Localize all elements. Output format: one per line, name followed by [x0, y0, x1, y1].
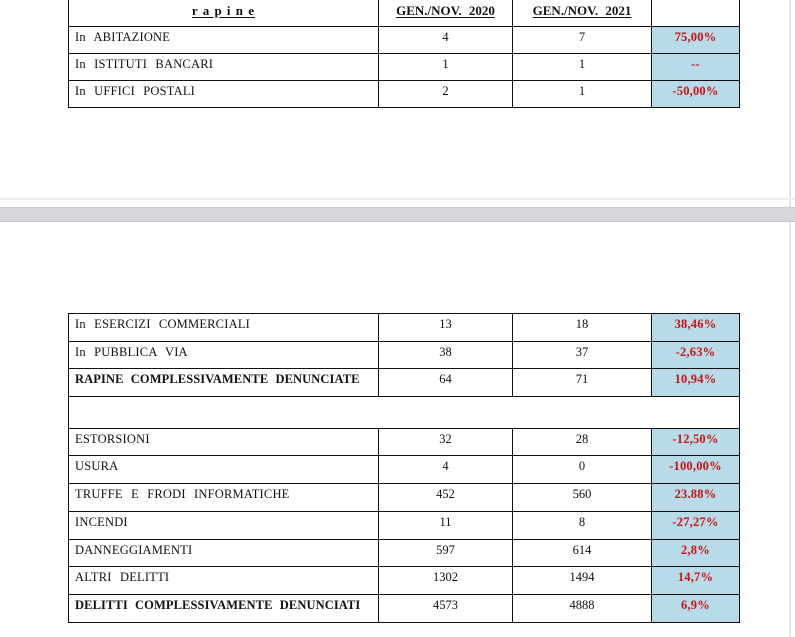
value-2020-cell: 1 [379, 53, 513, 80]
percent-cell: -12,50% [652, 428, 740, 456]
table-row [69, 314, 740, 342]
value-2021-cell: 37 [513, 341, 652, 369]
value-2020-cell: 38 [379, 341, 513, 369]
value-2021-cell: 1 [513, 80, 652, 107]
value-2021-cell: 18 [513, 314, 652, 342]
value-2021-cell: 614 [513, 539, 652, 567]
table-title-cell [69, 0, 379, 26]
value-2021-cell: 4888 [513, 594, 652, 622]
spacer-cell [69, 397, 740, 429]
table-row [69, 484, 740, 512]
row-label-cell: ESTORSIONI [69, 428, 379, 456]
row-label-cell: DANNEGGIAMENTI [69, 539, 379, 567]
table-row [69, 456, 740, 484]
row-label-cell: USURA [69, 456, 379, 484]
value-2020-cell: 4 [379, 26, 513, 53]
table-row [69, 428, 740, 456]
value-2021-cell: 7 [513, 26, 652, 53]
value-2020-cell: 597 [379, 539, 513, 567]
row-label-cell: In UFFICI POSTALI [69, 80, 379, 107]
table-row [69, 594, 740, 622]
value-2021-cell: 71 [513, 369, 652, 397]
value-2020-cell: 4573 [379, 594, 513, 622]
table-row [69, 511, 740, 539]
value-2021-cell: 0 [513, 456, 652, 484]
percent-cell: 38,46% [652, 314, 740, 342]
table-row [69, 369, 740, 397]
value-2020-cell: 32 [379, 428, 513, 456]
table-title: r a p i n e [191, 3, 256, 18]
rapine-table-header-row [69, 0, 740, 26]
continuation-table [68, 313, 740, 623]
value-2020-cell: 4 [379, 456, 513, 484]
column-header-percent [652, 0, 740, 26]
rapine-table-body [69, 26, 740, 107]
percent-cell: -27,27% [652, 511, 740, 539]
row-label-cell: INCENDI [69, 511, 379, 539]
value-2021-cell: 560 [513, 484, 652, 512]
table-row [69, 539, 740, 567]
row-label-cell: DELITTI COMPLESSIVAMENTE DENUNCIATI [69, 594, 379, 622]
value-2020-cell: 1302 [379, 567, 513, 595]
value-2021-cell: 1 [513, 53, 652, 80]
percent-cell: 10,94% [652, 369, 740, 397]
row-label-cell: In ESERCIZI COMMERCIALI [69, 314, 379, 342]
percent-cell: 6,9% [652, 594, 740, 622]
spacer-row [69, 397, 740, 429]
value-2021-cell: 28 [513, 428, 652, 456]
column-header-2020: GEN./NOV. 2020 [379, 0, 513, 26]
value-2020-cell: 452 [379, 484, 513, 512]
value-2021-cell: 8 [513, 511, 652, 539]
percent-cell: 23.88% [652, 484, 740, 512]
percent-cell: -2,63% [652, 341, 740, 369]
table-row [69, 53, 740, 80]
row-label-cell: In ABITAZIONE [69, 26, 379, 53]
value-2020-cell: 11 [379, 511, 513, 539]
percent-cell: -- [652, 53, 740, 80]
page-gap-band [0, 207, 795, 222]
percent-cell: 75,00% [652, 26, 740, 53]
table-row [69, 567, 740, 595]
value-2020-cell: 13 [379, 314, 513, 342]
page-bottom-shadow [0, 198, 795, 200]
row-label-cell: In PUBBLICA VIA [69, 341, 379, 369]
rapine-table [68, 0, 740, 108]
value-2020-cell: 64 [379, 369, 513, 397]
value-2021-cell: 1494 [513, 567, 652, 595]
percent-cell: -100,00% [652, 456, 740, 484]
continuation-table-body [69, 314, 740, 623]
percent-cell: 2,8% [652, 539, 740, 567]
table-row [69, 341, 740, 369]
row-label-cell: In ISTITUTI BANCARI [69, 53, 379, 80]
page-right-edge [789, 0, 791, 637]
row-label-cell: ALTRI DELITTI [69, 567, 379, 595]
row-label-cell: TRUFFE E FRODI INFORMATICHE [69, 484, 379, 512]
table-row [69, 26, 740, 53]
value-2020-cell: 2 [379, 80, 513, 107]
percent-cell: -50,00% [652, 80, 740, 107]
percent-cell: 14,7% [652, 567, 740, 595]
column-header-2021: GEN./NOV. 2021 [513, 0, 652, 26]
row-label-cell: RAPINE COMPLESSIVAMENTE DENUNCIATE [69, 369, 379, 397]
table-row [69, 80, 740, 107]
